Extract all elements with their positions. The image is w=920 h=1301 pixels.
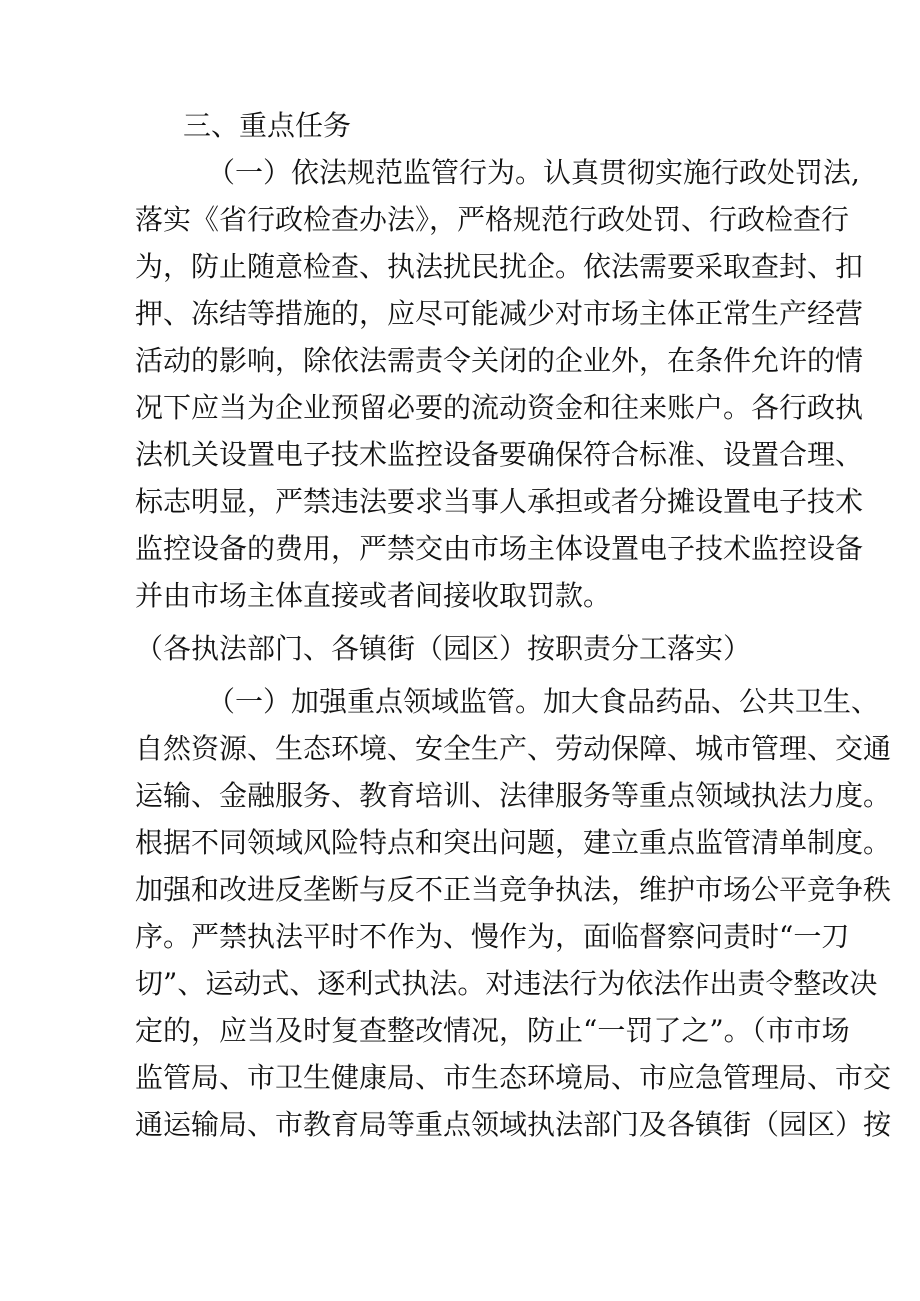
section-heading: 三、重点任务 (183, 109, 352, 142)
paragraph-line: 落实《省行政检查办法》，严格规范行政处罚、行政检查行 (135, 203, 850, 236)
paragraph-line: 根据不同领域风险特点和突出问题，建立重点监管清单制度。 (135, 826, 892, 859)
paragraph-line: 切”、运动式、逐利式执法。对违法行为依法作出责令整改决 (135, 967, 878, 1000)
paragraph-line: 序。严禁执法平时不作为、慢作为，面临督察问责时“一刀 (135, 920, 850, 953)
paragraph-line: 活动的影响，除依法需责令关闭的企业外，在条件允许的情 (135, 344, 864, 377)
responsibility-note: （各执法部门、各镇街（园区）按职责分工落实） (135, 632, 752, 665)
paragraph-line: （一）依法规范监管行为。认真贯彻实施行政处罚法, (207, 156, 860, 189)
paragraph-line: 定的，应当及时复查整改情况，防止“一罚了之”。（市市场 (135, 1014, 850, 1047)
paragraph-line: 监管局、市卫生健康局、市生态环境局、市应急管理局、市交 (135, 1061, 892, 1094)
paragraph-line: 通运输局、市教育局等重点领域执法部门及各镇街（园区）按 (135, 1108, 892, 1141)
paragraph-line: 监控设备的费用，严禁交由市场主体设置电子技术监控设备 (135, 532, 864, 565)
paragraph-line: 况下应当为企业预留必要的流动资金和往来账户。各行政执 (135, 391, 864, 424)
paragraph-line: 为，防止随意检查、执法扰民扰企。依法需要采取查封、扣 (135, 250, 864, 283)
paragraph-line: 并由市场主体直接或者间接收取罚款。 (135, 579, 612, 612)
paragraph-line: 自然资源、生态环境、安全生产、劳动保障、城市管理、交通 (135, 732, 892, 765)
paragraph-line: 加强和改进反垄断与反不正当竞争执法，维护市场公平竞争秩 (135, 873, 892, 906)
paragraph-line: 标志明显，严禁违法要求当事人承担或者分摊设置电子技术 (135, 485, 864, 518)
paragraph-line: 押、冻结等措施的，应尽可能减少对市场主体正常生产经营 (135, 297, 864, 330)
paragraph-line: 法机关设置电子技术监控设备要确保符合标准、设置合理、 (135, 438, 864, 471)
paragraph-line: 运输、金融服务、教育培训、法律服务等重点领域执法力度。 (135, 779, 892, 812)
paragraph-line: （一）加强重点领域监管。加大食品药品、公共卫生、 (207, 685, 880, 718)
